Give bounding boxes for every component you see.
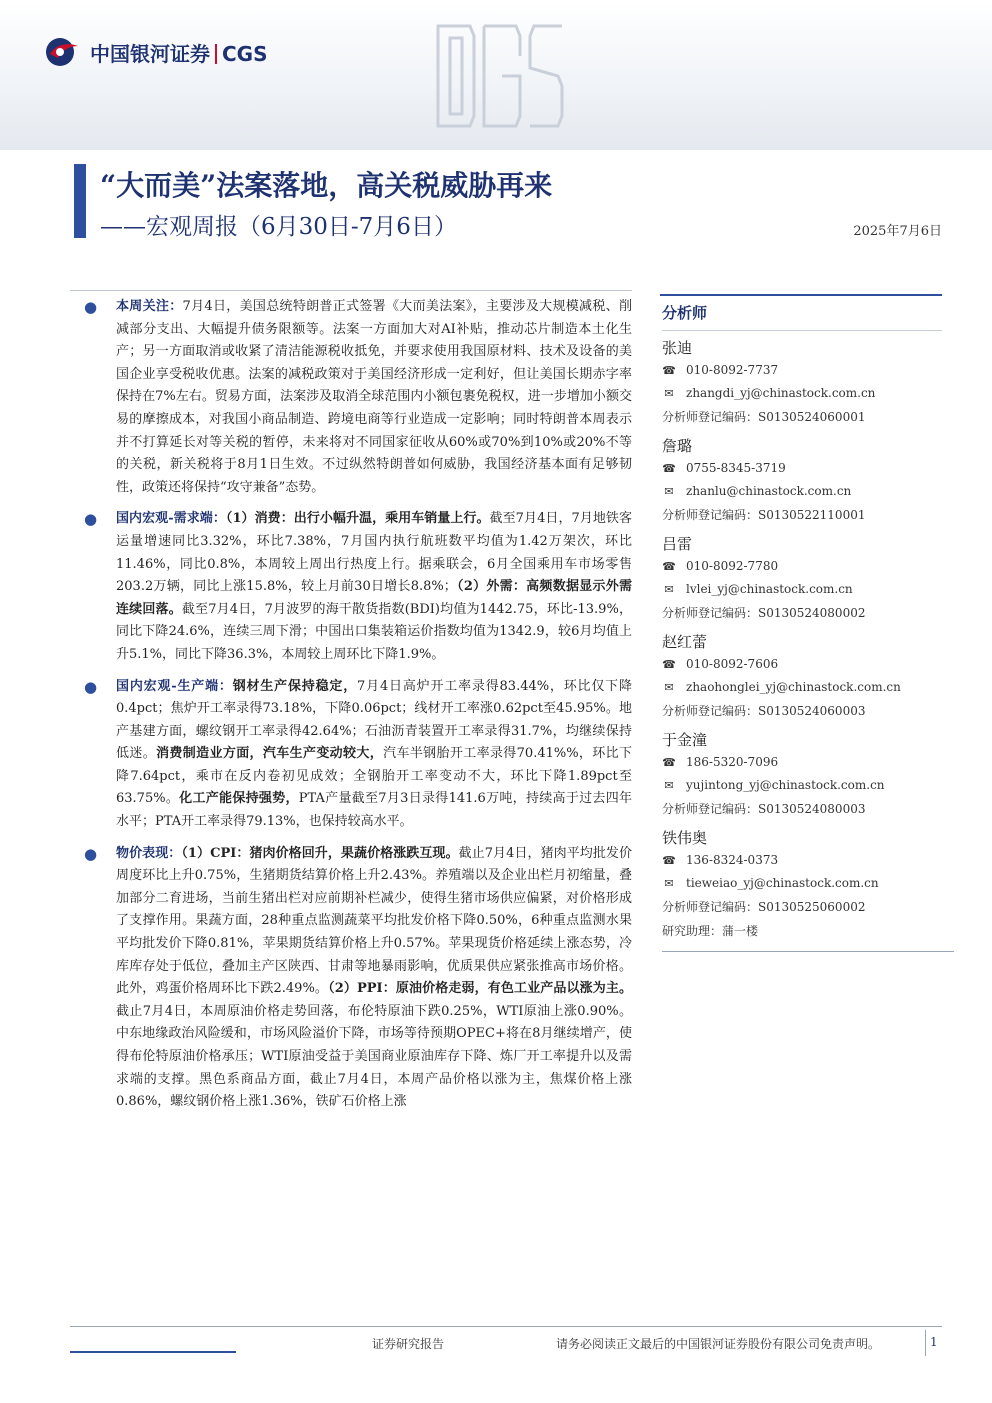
brand-name [90,38,268,67]
section-highlight: 化工产能保持强势， [179,791,299,807]
phone-icon: ☎ [662,658,676,671]
section-text: 7月4日高炉开工率录得83.44%，环比仅下降0.4pct；焦炉开工率录得73.18%，下降0.06pct；线材开工率涨0.62pct至45.95%。地产基建方面，螺纹钢开工率录得42.64%；石油沥青装置开工率录得31.7%，均继续保持低迷。 [116,678,632,762]
analyst-name: 詹璐 [662,437,693,455]
section-highlight: （2）PPI：原油价格走弱，有色工业产品以涨为主。 [328,981,632,997]
analyst-name: 赵红蕾 [662,633,708,651]
brand-logo [44,36,268,68]
section-heading: 物价表现： [116,845,182,861]
analyst-registration: 分析师登记编码：S0130524080003 [662,802,866,816]
footer-accent [70,1351,236,1353]
analyst-email [662,578,952,601]
sidebar-title-rule [662,330,942,331]
email-address[interactable]: zhanlu@chinastock.com.cn [686,484,852,498]
analyst-email [662,382,952,405]
email-address[interactable]: tieweiao_yj@chinastock.com.cn [686,876,879,890]
email-icon: ✉ [664,485,674,498]
section-text: 7月4日，美国总统特朗普正式签署《大而美法案》，主要涉及大规模减税、削减部分支出、大幅提升债务限额等。法案一方面加大对AI补贴，推动芯片制造本土化生产；另一方面取消或收紧了清洁能源税收抵免，并要求使用我国原材料、技术及设备的美国企业享受税收优惠。法案的减税政策对于美国经济形成一定利好，但让美国长期赤字率保持在7%左右。贸易方面，法案涉及取消全球范围内小额包裹免税权，进一步增加小额交易的摩擦成本，对我国小商品制造、跨境电商等行业造成一定影响；同时特朗普本周表示并不打算延长对等关税的暂停，未来将对不同国家征收从60%或70%到10%或20%不等的关税，新关税将于8月1日生效。不过纵然特朗普如何威胁，我国经济基本面有足够韧性，政策还将保持“攻守兼备”态势。 [116,299,632,495]
analyst-email [662,774,952,797]
main-content [70,296,632,1123]
bullet-icon: ● [84,677,98,696]
analyst-email [662,676,952,699]
analyst-registration: 分析师登记编码：S0130524060003 [662,704,866,718]
phone-icon: ☎ [662,854,676,867]
analyst-name: 于金潼 [662,731,708,749]
sidebar-bottom-rule [662,951,954,952]
main-top-rule [70,290,632,291]
section-text: PTA产量截至7月3日录得141.6万吨，持续高于过去四年水平；PTA开工率录得79.13%，也保持较高水平。 [116,791,632,830]
phone-number: 186-5320-7096 [686,755,779,769]
sidebar-title: 分析师 [662,304,708,322]
analyst-phone [662,653,952,676]
analyst-email [662,480,952,503]
analyst-card [662,435,952,527]
section-heading: 本周关注： [116,299,183,314]
analyst-registration: 分析师登记编码：S0130524060001 [662,410,866,424]
section-text: 汽车半钢胎开工率录得70.41%%，环比下降7.64pct，乘市在反内卷初见成效；全钢胎开工率变动不大，环比下降1.89pct至63.75%。 [116,746,632,807]
report-date: 2025年7月6日 [853,224,942,239]
section-paragraph [70,843,632,1114]
section-highlight: （1）消费：出行小幅升温，乘用车销量上行。 [225,511,490,527]
analyst-registration: 分析师登记编码：S0130525060002 [662,900,866,914]
analyst-phone [662,751,952,774]
phone-icon: ☎ [662,462,676,475]
bullet-icon: ● [84,510,98,529]
section-paragraph [70,296,632,499]
analyst-card [662,533,952,625]
section-highlight: （2）外需：高频数据显示外需连续回落。 [116,579,632,617]
section-heading: 国内宏观-生产端： [116,678,233,694]
analyst-sidebar [662,300,952,952]
analyst-card [662,729,952,821]
brand-name-cn: 中国银河证券 [90,41,210,66]
section-heading: 国内宏观-需求端： [116,511,226,527]
footer-rule [70,1326,942,1327]
analyst-phone [662,457,952,480]
bullet-icon: ● [84,298,98,316]
analyst-name: 铁伟奥 [662,829,708,847]
bullet-icon: ● [84,844,98,863]
research-assistant: 研究助理：蒲一楼 [662,924,759,938]
phone-icon: ☎ [662,756,676,769]
email-icon: ✉ [664,877,674,890]
analyst-card [662,631,952,723]
phone-number: 136-8324-0373 [686,853,779,867]
footer-disclaimer: 请务必阅读正文最后的中国银河证券股份有限公司免责声明。 [556,1337,881,1351]
analyst-phone [662,359,952,382]
email-icon: ✉ [664,779,674,792]
sidebar-top-rule [660,294,942,296]
brand-name-en: CGS [222,41,268,66]
section-text: 截止7月4日，猪肉平均批发价周度环比上升0.75%，生猪期货结算价格上升2.43%。养殖端以及企业出栏月初缩量，叠加部分二育进场，当前生猪出栏对应前期补栏减少，使得生猪市场供应偏紧，对价格形成了支撑作用。果蔬方面，28种重点监测蔬菜平均批发价格下降0.50%，6种重点监测水果平均批发价下降0.81%，苹果期货结算价格上升0.57%。苹果现货价格延续上涨态势，冷库库存处于低位，叠加主产区陕西、甘肃等地暴雨影响，优质果供应紧张推高市场价格。此外，鸡蛋价格周环比下跌2.49%。 [116,845,633,997]
analyst-card [662,827,952,919]
phone-number: 0755-8345-3719 [686,461,786,475]
analyst-phone [662,849,952,872]
email-icon: ✉ [664,387,674,400]
section-highlight: （1）CPI：猪肉价格回升，果蔬价格涨跌互现。 [181,845,459,861]
phone-number: 010-8092-7737 [686,363,779,377]
phone-number: 010-8092-7780 [686,559,779,573]
analyst-email [662,872,952,895]
report-title: “大而美”法案落地，高关税威胁再来 [100,169,553,202]
section-paragraph [70,508,632,666]
analyst-name: 张迪 [662,339,693,357]
email-address[interactable]: lvlei_yj@chinastock.com.cn [686,582,853,596]
analyst-list [662,337,952,919]
section-highlight: 钢材生产保持稳定， [232,678,358,694]
report-subtitle: ——宏观周报（6月30日-7月6日） [100,214,457,240]
email-icon: ✉ [664,681,674,694]
email-icon: ✉ [664,583,674,596]
analyst-name: 吕雷 [662,535,693,553]
email-address[interactable]: yujintong_yj@chinastock.com.cn [686,778,885,792]
section-text: 截止7月4日，本周原油价格走势回落，布伦特原油下跌0.25%，WTI原油上涨0.90%。中东地缘政治风险缓和，市场风险溢价下降，市场等待预期OPEC+将在8月继续增产，使得布伦特原油价格承压；WTI原油受益于美国商业原油库存下降、炼厂开工率提升以及需求端的支撑。黑色系商品方面，截止7月4日，本周产品价格以涨为主，焦煤价格上涨0.86%，螺纹钢价格上涨1.36%，铁矿石价格上涨 [116,1003,632,1110]
section-text: 截至7月4日，7月地铁客运量增速同比3.32%，环比7.38%，7月国内执行航班数平均值为1.42万架次，环比11.46%，同比0.8%，本周较上周出行热度上行。据乘联会，6月全国乘用车市场零售203.2万辆，同比上涨15.8%，较上月前30日增长8.8%； [116,511,632,595]
cgs-logo-icon [44,36,84,68]
section-text: 截至7月4日，7月波罗的海干散货指数(BDI)均值为1442.75，环比-13.9%，同比下降24.6%，连续三周下滑；中国出口集装箱运价指数均值为1342.9，较6月均值上升5.1%，同比下降36.3%，本周较上周环比下降1.9%。 [116,601,632,662]
phone-icon: ☎ [662,560,676,573]
analyst-card [662,337,952,429]
email-address[interactable]: zhangdi_yj@chinastock.com.cn [686,386,876,400]
footer-separator [925,1330,926,1356]
phone-icon: ☎ [662,364,676,377]
section-highlight: 消费制造业方面，汽车生产变动较大， [156,746,384,762]
analyst-registration: 分析师登记编码：S0130524080002 [662,606,866,620]
analyst-registration: 分析师登记编码：S0130522110001 [662,508,866,522]
phone-number: 010-8092-7606 [686,657,779,671]
section-paragraph [70,676,632,834]
page-number: 1 [930,1335,938,1349]
title-accent-bar [74,164,86,238]
brand-separator [215,44,217,64]
footer-report-type: 证券研究报告 [372,1337,445,1351]
cgs-watermark-icon [430,16,570,136]
email-address[interactable]: zhaohonglei_yj@chinastock.com.cn [686,680,901,694]
analyst-phone [662,555,952,578]
